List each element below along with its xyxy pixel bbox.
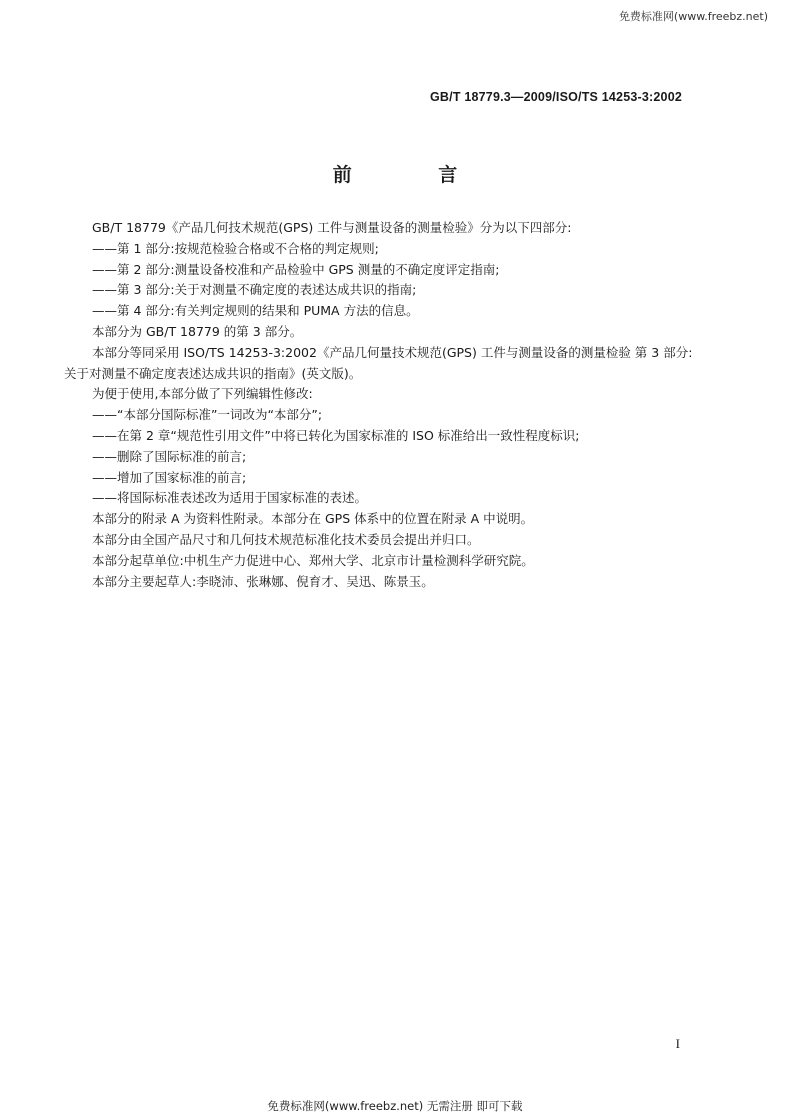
paragraph: 本部分由全国产品尺寸和几何技术规范标准化技术委员会提出并归口。	[92, 531, 480, 547]
paragraph: 本部分为 GB/T 18779 的第 3 部分。	[92, 323, 303, 339]
paragraph: 本部分起草单位:中机生产力促进中心、郑州大学、北京市计量检测科学研究院。	[92, 552, 534, 568]
paragraph: 本部分的附录 A 为资料性附录。本部分在 GPS 体系中的位置在附录 A 中说明。	[92, 511, 534, 527]
header-watermark: 免费标准网(www.freebz.net)	[618, 10, 768, 23]
paragraph: ——第 1 部分:按规范检验合格或不合格的判定规则;	[92, 240, 379, 256]
paragraph: ——增加了国家标准的前言;	[92, 469, 247, 485]
standard-code: GB/T 18779.3—2009/ISO/TS 14253-3:2002	[430, 90, 682, 104]
page-number: I	[675, 1036, 680, 1051]
paragraph: 本部分等同采用 ISO/TS 14253-3:2002《产品几何量技术规范(GPS) 工件与测量设备的测量检验 第 3 部分:关于对测量不确定度表述达成共识的指南》(英文版)。	[64, 344, 693, 381]
paragraph: 本部分主要起草人:李晓沛、张琳娜、倪育才、吴迅、陈景玉。	[92, 573, 434, 589]
paragraph: ——第 2 部分:测量设备校准和产品检验中 GPS 测量的不确定度评定指南;	[92, 261, 500, 277]
paragraph: ——删除了国际标准的前言;	[92, 448, 247, 464]
foreword-body	[64, 218, 704, 592]
paragraph: ——第 4 部分:有关判定规则的结果和 PUMA 方法的信息。	[92, 303, 419, 319]
paragraph: ——将国际标准表述改为适用于国家标准的表述。	[92, 490, 368, 506]
paragraph: 为便于使用,本部分做了下列编辑性修改:	[92, 386, 313, 402]
paragraph: ——“本部分国际标准”一词改为“本部分”;	[92, 407, 323, 423]
paragraph: ——在第 2 章“规范性引用文件”中将已转化为国家标准的 ISO 标准给出一致性程度标识;	[92, 427, 580, 443]
footer-watermark: 免费标准网(www.freebz.net) 无需注册 即可下载	[267, 1099, 523, 1113]
paragraph: ——第 3 部分:关于对测量不确定度的表述达成共识的指南;	[92, 282, 417, 298]
paragraph: GB/T 18779《产品几何技术规范(GPS) 工件与测量设备的测量检验》分为以下四部分:	[92, 220, 572, 235]
page-title: 前 言	[332, 164, 498, 186]
